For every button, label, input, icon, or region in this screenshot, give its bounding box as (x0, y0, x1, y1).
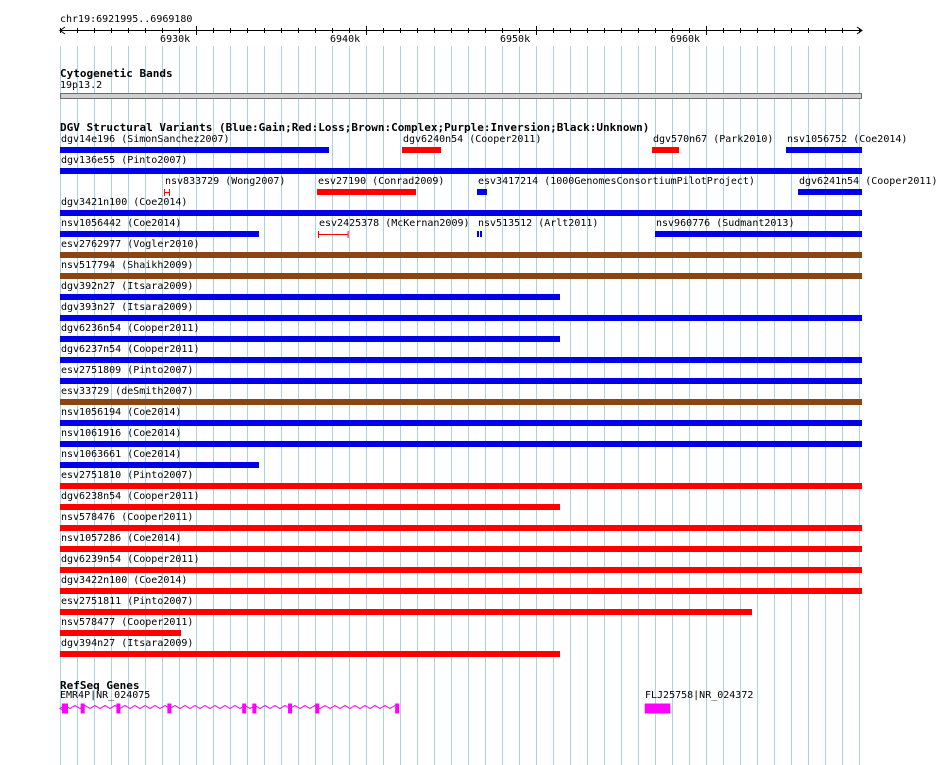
variant-label[interactable]: dgv14e196 (SimonSanchez2007) (61, 134, 230, 145)
gene-exon (81, 704, 85, 714)
gene-exon (252, 704, 256, 714)
variant-bar[interactable] (60, 231, 259, 237)
variant-label[interactable]: nsv833729 (Wong2007) (165, 176, 286, 187)
variant-label[interactable]: nsv1056442 (Coe2014) (61, 218, 182, 229)
variant-label[interactable]: esv2751809 (Pinto2007) (61, 365, 194, 376)
variant-bar[interactable] (60, 168, 862, 174)
variant-bar[interactable] (60, 609, 752, 615)
variant-label[interactable]: dgv394n27 (Itsara2009) (61, 638, 194, 649)
variant-label[interactable]: dgv6238n54 (Cooper2011) (61, 491, 200, 502)
position-label: chr19:6921995..6969180 (60, 14, 193, 25)
refseq-genes[interactable] (0, 690, 890, 730)
gene-exon (116, 704, 120, 714)
variant-bar[interactable] (60, 441, 862, 447)
variant-label[interactable]: nsv1063661 (Coe2014) (61, 449, 182, 460)
variant-label[interactable]: esv33729 (deSmith2007) (61, 386, 194, 397)
variant-bar[interactable] (60, 546, 862, 552)
variant-bar[interactable] (477, 231, 479, 237)
gene-exon (645, 704, 670, 714)
variant-label[interactable]: dgv6239n54 (Cooper2011) (61, 554, 200, 565)
variant-label[interactable]: esv2751810 (Pinto2007) (61, 470, 194, 481)
gene-exon (242, 704, 246, 714)
gene-label[interactable]: EMR4P|NR_024075 (60, 690, 151, 701)
variant-label[interactable]: esv2751811 (Pinto2007) (61, 596, 194, 607)
variant-bar[interactable] (60, 294, 560, 300)
variant-label[interactable]: dgv3421n100 (Coe2014) (61, 197, 188, 208)
variant-label[interactable]: nsv960776 (Sudmant2013) (656, 218, 795, 229)
variant-label[interactable]: dgv6240n54 (Cooper2011) (403, 134, 542, 145)
gene-exon (315, 704, 319, 714)
gene-exon (167, 704, 171, 714)
variant-label[interactable]: nsv578476 (Cooper2011) (61, 512, 194, 523)
variant-bar[interactable] (60, 252, 862, 258)
ruler[interactable] (0, 0, 890, 60)
variant-bar[interactable] (60, 630, 181, 636)
variant-label[interactable]: dgv570n67 (Park2010) (653, 134, 774, 145)
variant-label[interactable]: nsv513512 (Arlt2011) (478, 218, 599, 229)
variant-bar[interactable] (60, 399, 862, 405)
variant-bar[interactable] (480, 231, 482, 237)
variant-bar[interactable] (60, 273, 862, 279)
variant-label[interactable]: esv27190 (Conrad2009) (318, 176, 445, 187)
variant-bar[interactable] (60, 420, 862, 426)
variant-label[interactable]: dgv3422n100 (Coe2014) (61, 575, 188, 586)
variant-bar[interactable] (318, 231, 350, 238)
variant-bar[interactable] (402, 147, 441, 153)
variant-label[interactable]: dgv6237n54 (Cooper2011) (61, 344, 200, 355)
variant-label[interactable]: nsv578477 (Cooper2011) (61, 617, 194, 628)
ruler-tick-label: 6930k (160, 34, 191, 45)
variant-bar[interactable] (317, 189, 416, 195)
variant-bar[interactable] (60, 483, 862, 489)
variant-bar[interactable] (60, 567, 862, 573)
variant-bar[interactable] (60, 588, 862, 594)
variant-bar[interactable] (60, 504, 560, 510)
variant-bar[interactable] (652, 147, 679, 153)
variant-bar[interactable] (60, 357, 862, 363)
dgv-track-title: DGV Structural Variants (Blue:Gain;Red:Loss;Brown:Complex;Purple:Inversion;Black:Unknown) (60, 121, 650, 134)
variant-bar[interactable] (60, 378, 862, 384)
gene-exon (288, 704, 292, 714)
variant-bar[interactable] (60, 147, 329, 153)
variant-label[interactable]: esv2762977 (Vogler2010) (61, 239, 200, 250)
variant-bar[interactable] (164, 189, 171, 196)
variant-label[interactable]: nsv1056752 (Coe2014) (787, 134, 908, 145)
variant-bar[interactable] (798, 189, 862, 195)
variant-bar[interactable] (60, 315, 862, 321)
refseq-track-title: RefSeq Genes (60, 679, 140, 692)
variant-label[interactable]: nsv1056194 (Coe2014) (61, 407, 182, 418)
gene-exon (62, 704, 68, 714)
ruler-tick-label: 6950k (499, 34, 531, 45)
variant-bar[interactable] (786, 147, 862, 153)
variant-label[interactable]: dgv6236n54 (Cooper2011) (61, 323, 200, 334)
variant-label[interactable]: esv2425378 (McKernan2009) (319, 218, 470, 229)
cytoband-track-title: Cytogenetic Bands (60, 67, 173, 80)
ruler-tick-label: 6940k (330, 34, 361, 45)
variant-label[interactable]: dgv6241n54 (Cooper2011) (799, 176, 937, 187)
variant-bar[interactable] (60, 210, 862, 216)
gene-exon (395, 704, 399, 714)
gene-label[interactable]: FLJ25758|NR_024372 (645, 690, 754, 701)
cytoband-label: 19p13.2 (60, 80, 103, 91)
variant-bar[interactable] (60, 336, 560, 342)
variant-label[interactable]: nsv517794 (Shaikh2009) (61, 260, 194, 271)
ruler-tick-label: 6960k (669, 34, 701, 45)
variant-bar[interactable] (477, 189, 487, 195)
variant-bar[interactable] (655, 231, 862, 237)
variant-bar[interactable] (60, 651, 560, 657)
variant-bar[interactable] (60, 462, 259, 468)
gene-intron-line (60, 706, 395, 709)
variant-label[interactable]: esv3417214 (1000GenomesConsortiumPilotProject) (478, 176, 755, 187)
variant-label[interactable]: nsv1057286 (Coe2014) (61, 533, 182, 544)
variant-label[interactable]: dgv393n27 (Itsara2009) (61, 302, 194, 313)
cytoband-bar[interactable] (60, 93, 862, 99)
variant-bar[interactable] (60, 525, 862, 531)
variant-label[interactable]: dgv392n27 (Itsara2009) (61, 281, 194, 292)
variant-label[interactable]: nsv1061916 (Coe2014) (61, 428, 182, 439)
variant-label[interactable]: dgv136e55 (Pinto2007) (61, 155, 188, 166)
